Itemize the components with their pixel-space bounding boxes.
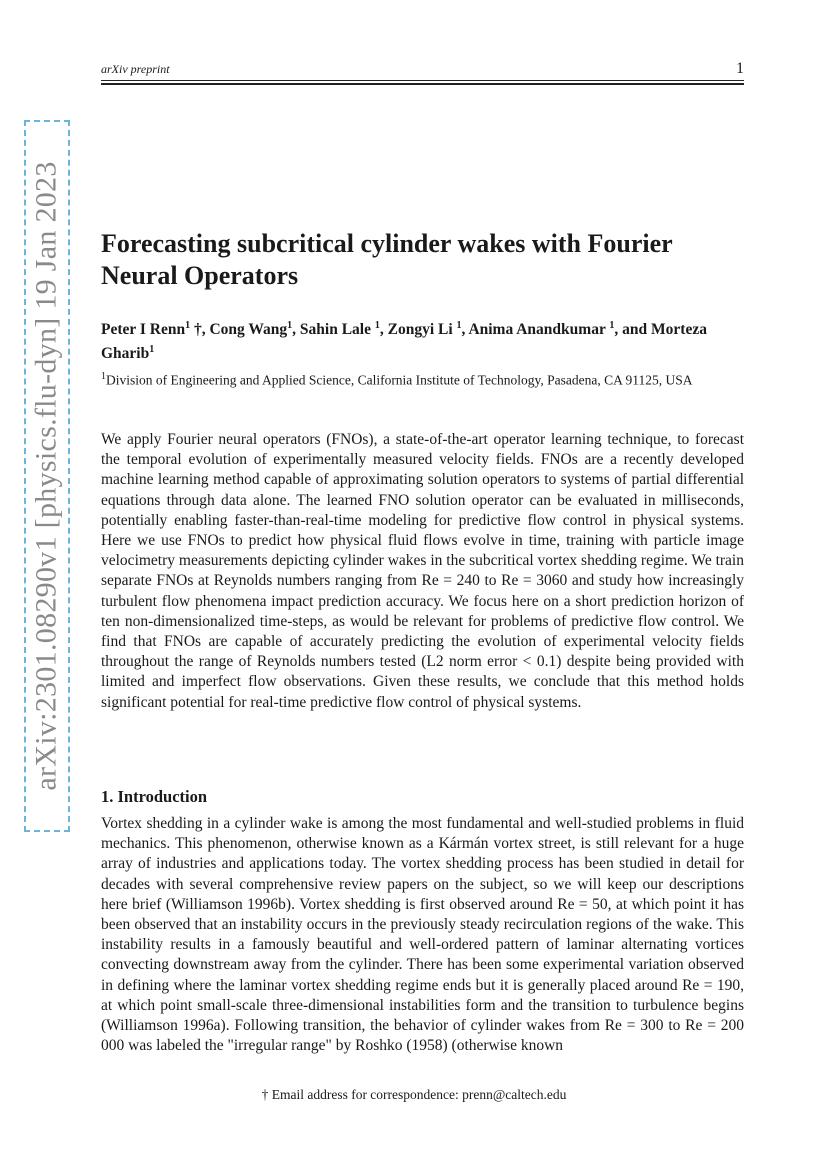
author-name: Peter I Renn xyxy=(101,321,186,339)
author-affiliation-marker: 1 xyxy=(609,320,615,331)
arxiv-identifier: arXiv:2301.08290v1 [physics.flu-dyn] 19 Jan 2023 xyxy=(30,161,64,791)
footnote: † Email address for correspondence: prenn@caltech.edu xyxy=(261,1087,567,1102)
author-affiliation-marker: 1 xyxy=(149,344,155,356)
affiliation xyxy=(101,368,746,390)
header-rule xyxy=(101,80,744,85)
journal-name: arXiv preprint xyxy=(101,62,170,76)
author-separator: , and xyxy=(614,321,652,339)
author-separator: , xyxy=(292,321,300,339)
author-name: Anima Anandkumar xyxy=(468,321,610,339)
affiliation-text: Division of Engineering and Applied Science, California Institute of Technology, Pasadena, CA 91125, USA xyxy=(106,372,693,388)
author-name: Morteza Gharib xyxy=(101,321,707,363)
correspondence-mark: † xyxy=(190,321,202,339)
page-number: 1 xyxy=(736,60,744,77)
paper-title: Forecasting subcritical cylinder wakes with Fourier Neural Operators xyxy=(101,229,673,290)
author-affiliation-marker: 1 xyxy=(287,320,293,331)
author-name: Sahin Lale xyxy=(299,321,375,339)
arxiv-side-stamp xyxy=(24,120,70,832)
author-separator: , xyxy=(461,321,469,339)
author-separator: , xyxy=(379,321,388,339)
author-list xyxy=(101,316,751,364)
author-name: Cong Wang xyxy=(209,321,288,339)
introduction-paragraph: Vortex shedding in a cylinder wake is among the most fundamental and well-studied problems in fluid mechanics. This phenomenon, otherwise known as a Kármán vortex street, is still relevant for a huge array of industries and applications today. The vortex shedding process has been studied in detail for decades with several comprehensive review papers on the subject, so we will keep our descriptions here brief (Williamson 1996b). Vortex shedding is first observed around Re = 50, at which point it has been observed that an instability occurs in the previously steady recirculation regions of the wake. This instability results in a famously beautiful and well-ordered pattern of laminar alternating vortices convecting downstream away from the cylinder. There has been some experimental variation observed in defining where the laminar vortex shedding regime ends but it is generally placed around Re = 190, at which point small-scale three-dimensional instabilities form and the transition to turbulence begins (Williamson 1996a). Following transition, the behavior of cylinder wakes from Re = 300 to Re = 200 000 was labeled the "irregular range" by Roshko (1958) (otherwise known xyxy=(101,815,744,1055)
author-separator: , xyxy=(201,321,210,339)
abstract: We apply Fourier neural operators (FNOs), a state-of-the-art operator learning technique, to forecast the temporal evolution of experimentally measured velocity fields. FNOs are a recently developed machine learning method capable of approximating solution operators to systems of partial differential equations through data alone. The learned FNO solution operator can be evaluated in milliseconds, potentially enabling faster-than-real-time modeling for predictive flow control in physical systems. Here we use FNOs to predict how physical fluid flows evolve in time, training with particle image velocimetry measurements depicting cylinder wakes in the subcritical vortex shedding regime. We train separate FNOs at Reynolds numbers ranging from Re = 240 to Re = 3060 and study how increasingly turbulent flow phenomena impact prediction accuracy. We focus here on a short prediction horizon of ten non-dimensionalized time-steps, as would be relevant for problems of predictive flow control. We find that FNOs are capable of accurately predicting the evolution of experimental velocity fields throughout the range of Reynolds numbers tested (L2 norm error < 0.1) despite being provided with limited and imperfect flow observations. Given these results, we conclude that this method holds significant potential for real-time predictive flow control of physical systems. xyxy=(101,431,744,711)
affiliation-marker: 1 xyxy=(101,371,106,382)
author-affiliation-marker: 1 xyxy=(185,320,191,331)
page-header xyxy=(101,60,744,78)
author-name: Zongyi Li xyxy=(387,321,457,339)
author-affiliation-marker: 1 xyxy=(456,320,462,331)
section-heading: 1. Introduction xyxy=(101,787,208,806)
author-affiliation-marker: 1 xyxy=(374,320,380,331)
